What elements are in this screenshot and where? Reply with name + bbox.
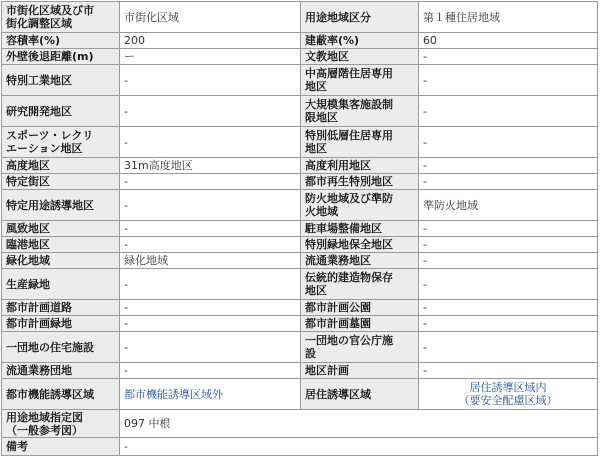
field-value: 31m高度地区 <box>120 158 301 174</box>
field-label: 高度利用地区 <box>301 158 419 174</box>
field-label-line: 中高層階住居専用 <box>305 67 393 80</box>
field-label: 緑化地域 <box>2 253 120 269</box>
field-value: - <box>419 174 598 190</box>
table-row <box>2 332 598 363</box>
field-value: - <box>419 253 598 269</box>
field-label: 流通業務地区 <box>301 253 419 269</box>
field-value-line: （要安全配慮区域） <box>458 394 558 407</box>
table-row <box>2 221 598 237</box>
field-label: 高度地区 <box>2 158 120 174</box>
field-value: 200 <box>120 33 301 49</box>
field-label: 建蔽率(%) <box>301 33 419 49</box>
field-label: 流通業務団地 <box>2 363 120 379</box>
field-value[interactable]: 都市機能誘導区域外 <box>120 379 301 410</box>
field-label-line: 市街化区域及び市 <box>6 4 94 17</box>
field-value: - <box>419 96 598 127</box>
field-label-line: 限地区 <box>305 111 338 124</box>
field-value: - <box>419 316 598 332</box>
field-label <box>301 269 419 300</box>
field-label: 臨港地区 <box>2 237 120 253</box>
field-label-line: 火地域 <box>305 205 338 218</box>
field-label: 研究開発地区 <box>2 96 120 127</box>
field-label-line: 大規模集客施設制 <box>305 98 393 111</box>
field-label: 特定街区 <box>2 174 120 190</box>
field-label-line: 地区 <box>305 142 327 155</box>
table-row <box>2 2 598 33</box>
field-value: - <box>419 65 598 96</box>
field-label-line: 地区 <box>305 80 327 93</box>
field-value: - <box>419 221 598 237</box>
field-label-line: 一団地の官公庁施 <box>305 334 393 347</box>
field-label <box>301 190 419 221</box>
field-value: 第１種住居地域 <box>419 2 598 33</box>
field-value: 緑化地域 <box>120 253 301 269</box>
field-label: 備考 <box>2 438 120 456</box>
table-row <box>2 363 598 379</box>
table-row <box>2 379 598 410</box>
field-label: 駐車場整備地区 <box>301 221 419 237</box>
field-label-line: スポーツ・レクリ <box>6 129 94 142</box>
field-value: - <box>120 190 301 221</box>
field-value: - <box>120 127 301 158</box>
field-label-line: エーション地区 <box>6 142 83 155</box>
field-label: 文教地区 <box>301 49 419 65</box>
field-value-line: 居住誘導区域内 <box>469 381 547 394</box>
field-label <box>301 127 419 158</box>
field-label-line: 特別低層住居専用 <box>305 129 393 142</box>
field-value: - <box>419 363 598 379</box>
table-row <box>2 300 598 316</box>
field-label <box>2 127 120 158</box>
field-value: - <box>419 300 598 316</box>
table-row <box>2 96 598 127</box>
table-row <box>2 316 598 332</box>
field-value: - <box>419 269 598 300</box>
field-label: 外壁後退距離(m) <box>2 49 120 65</box>
field-value: 60 <box>419 33 598 49</box>
field-value: - <box>120 316 301 332</box>
field-value: 097 中根 <box>120 410 598 438</box>
table-row <box>2 65 598 96</box>
field-label-line: （一般参考図） <box>6 423 83 437</box>
field-value: 市街化区域 <box>120 2 301 33</box>
field-value: - <box>120 438 598 456</box>
field-label: 都市再生特別地区 <box>301 174 419 190</box>
table-row <box>2 33 598 49</box>
table-row <box>2 190 598 221</box>
zoning-table <box>1 1 598 456</box>
field-value: - <box>120 237 301 253</box>
field-value: - <box>419 237 598 253</box>
table-row <box>2 253 598 269</box>
field-value: - <box>419 158 598 174</box>
zoning-table-body <box>2 2 598 456</box>
field-label-line: 防火地域及び準防 <box>305 192 393 205</box>
table-row <box>2 269 598 300</box>
table-row <box>2 127 598 158</box>
field-value: - <box>120 174 301 190</box>
field-label: 都市機能誘導区域 <box>2 379 120 410</box>
table-row <box>2 438 598 456</box>
field-value: - <box>120 221 301 237</box>
field-label-line: 用途地域指定図 <box>6 410 83 424</box>
field-label: 都市計画墓園 <box>301 316 419 332</box>
field-label: 特定用途誘導地区 <box>2 190 120 221</box>
field-label: 地区計画 <box>301 363 419 379</box>
table-row <box>2 174 598 190</box>
field-value: - <box>120 269 301 300</box>
field-label <box>301 96 419 127</box>
field-value: 準防火地域 <box>419 190 598 221</box>
field-value: - <box>120 300 301 316</box>
field-label <box>2 410 120 438</box>
field-label-line: 街化調整区域 <box>6 17 72 30</box>
field-value: - <box>120 363 301 379</box>
field-label: 生産緑地 <box>2 269 120 300</box>
field-label-line: 設 <box>305 347 316 360</box>
field-label: 用途地域区分 <box>301 2 419 33</box>
field-value: - <box>419 49 598 65</box>
table-row <box>2 410 598 438</box>
field-label: 特別工業地区 <box>2 65 120 96</box>
field-label: 居住誘導区域 <box>301 379 419 410</box>
field-label-line: 地区 <box>305 284 327 297</box>
field-label: 都市計画緑地 <box>2 316 120 332</box>
field-label: 都市計画道路 <box>2 300 120 316</box>
field-label <box>301 332 419 363</box>
field-label-line: 伝統的建造物保存 <box>305 271 393 284</box>
field-value: - <box>419 127 598 158</box>
field-label <box>2 2 120 33</box>
table-row <box>2 49 598 65</box>
field-label: 風致地区 <box>2 221 120 237</box>
field-value[interactable] <box>419 379 598 410</box>
field-value: ー <box>120 49 301 65</box>
table-row <box>2 237 598 253</box>
field-label: 容積率(%) <box>2 33 120 49</box>
field-value: - <box>120 332 301 363</box>
field-label: 特別緑地保全地区 <box>301 237 419 253</box>
field-value: - <box>120 96 301 127</box>
field-label <box>301 65 419 96</box>
table-row <box>2 158 598 174</box>
field-value: - <box>419 332 598 363</box>
field-value: - <box>120 65 301 96</box>
field-label: 都市計画公園 <box>301 300 419 316</box>
field-label: 一団地の住宅施設 <box>2 332 120 363</box>
